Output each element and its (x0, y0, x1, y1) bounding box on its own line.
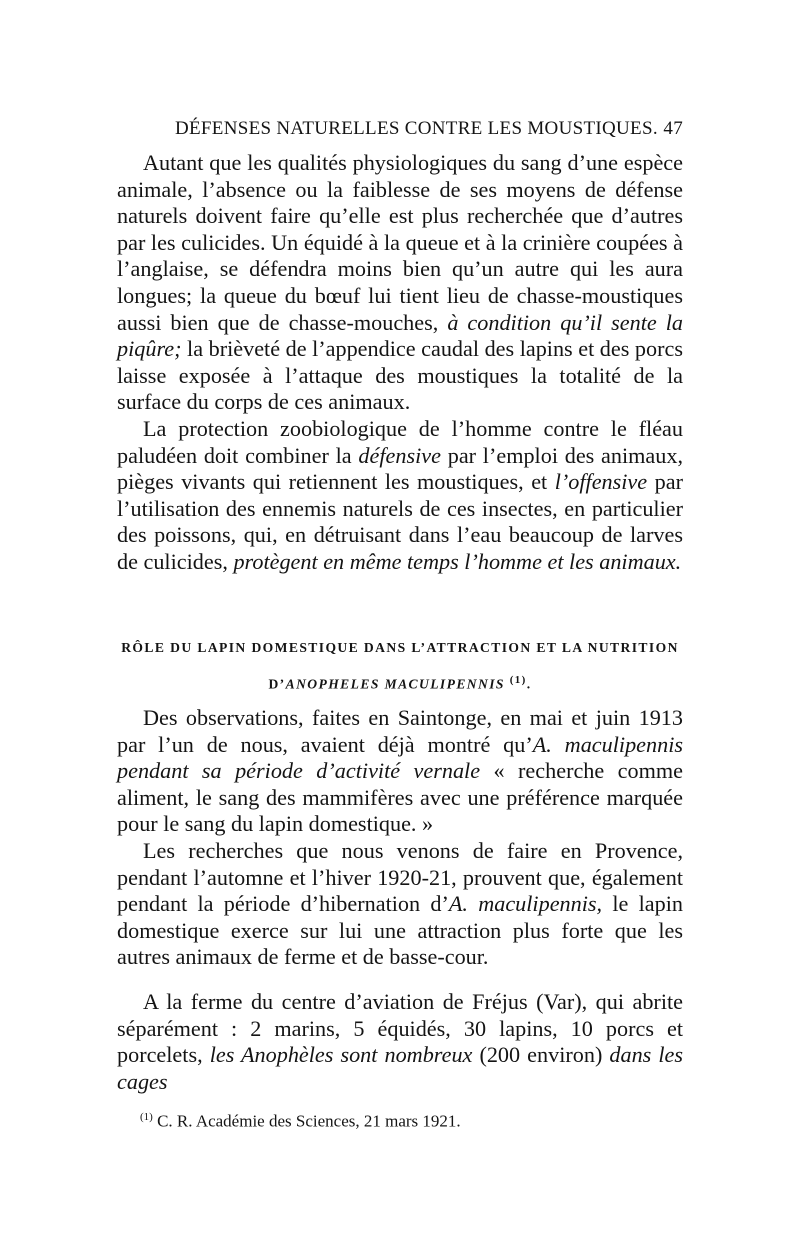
para2-text-1: La protection zoobiologique de l’homme contre le fléau paludéen doit combiner la (117, 415, 683, 468)
page-number: 47 (663, 118, 683, 139)
section-end: . (526, 676, 532, 692)
para3-text-2: « recherche comme aliment, le sang des mammifères avec une préférence marquée pour le sang du lapin domestique. » (117, 758, 683, 837)
para5-text-1: A la ferme du centre d’aviation de Fréjus (Var), qui abrite séparément : 2 marins, 5 équidés, 30 lapins, 10 porcs et porcelets, (117, 989, 683, 1068)
para2-text-2: par l’emploi des animaux, pièges vivants qui retiennent les moustiques, et (117, 442, 684, 495)
para4-italic-1: A. maculipennis, (448, 891, 603, 917)
para5-italic-2: dans les cages (117, 1042, 684, 1094)
paragraph-protection (117, 416, 683, 576)
para4-text-1: Les recherches que nous venons de faire en Provence, pendant l’automne et l’hiver 1920-21, prouvent que, également pendant la période d’hibernation d’ (117, 837, 683, 917)
section-prefix: D’ (268, 676, 286, 692)
text-block-middle (117, 705, 683, 971)
footnote-reference: (1) (509, 674, 527, 686)
para5-italic-1: les Anophèles sont nombreux (209, 1042, 473, 1068)
text-block-bottom (117, 989, 683, 1095)
text-block-top (117, 150, 683, 576)
section-heading (117, 632, 683, 701)
paragraph-observations (117, 705, 683, 838)
footnote-marker: (1) (140, 1111, 153, 1123)
section-heading-line-1: RÔLE DU LAPIN DOMESTIQUE DANS L’ATTRACTION ET LA NUTRITION (121, 640, 679, 655)
running-head (175, 118, 683, 140)
para1-text-1: Autant que les qualités physiologiques du sang d’une espèce animale, l’absence ou la faiblesse de ses moyens de défense naturels doivent faire qu’elle est plus recherchée que d’autres par les culicides. Un équidé à la queue et à la crinière coupées à l’anglaise, se défendra moins bien qu’un autre qui les aura longues; la queue du bœuf lui tient lieu de chasse-moustiques aussi bien que de chasse-mouches, (117, 150, 683, 335)
para3-italic-1: A. maculipennis pendant sa période d’activité vernale (117, 731, 683, 784)
footnote (140, 1106, 680, 1133)
para2-text-3: par l’utilisation des ennemis naturels de ces insectes, en particulier des poissons, qui, en détruisant dans l’eau beaucoup de larves de culicides, (117, 469, 683, 574)
footnote-text: C. R. Académie des Sciences, 21 mars 1921. (152, 1111, 461, 1131)
section-species: ANOPHELES MACULIPENNIS (285, 676, 505, 692)
para2-italic-2: l’offensive (554, 469, 648, 495)
section-heading-line-2 (117, 664, 683, 701)
para3-text-1: Des observations, faites en Saintonge, en mai et juin 1913 par l’un de nous, avaient déjà montré qu’ (117, 705, 683, 757)
para4-text-2: le lapin domestique exerce sur lui une attraction plus forte que les autres animaux de ferme et de basse-cour. (117, 891, 683, 970)
para1-italic-1: à condition qu’il sente la piqûre; (117, 309, 684, 362)
paragraph-qualites (117, 150, 683, 416)
para1-text-2: la brièveté de l’appendice caudal des lapins et des porcs laisse exposée à l’attaque des moustiques la totalité de la surface du corps de ces animaux. (117, 336, 683, 415)
paragraph-recherches (117, 838, 683, 971)
para2-italic-1: défensive (358, 442, 441, 468)
running-title: DÉFENSES NATURELLES CONTRE LES MOUSTIQUES. (175, 118, 658, 139)
para2-italic-3: protègent en même temps l’homme et les animaux. (233, 548, 682, 574)
para5-text-2: (200 environ) (472, 1042, 610, 1068)
paragraph-frejus (117, 989, 683, 1095)
